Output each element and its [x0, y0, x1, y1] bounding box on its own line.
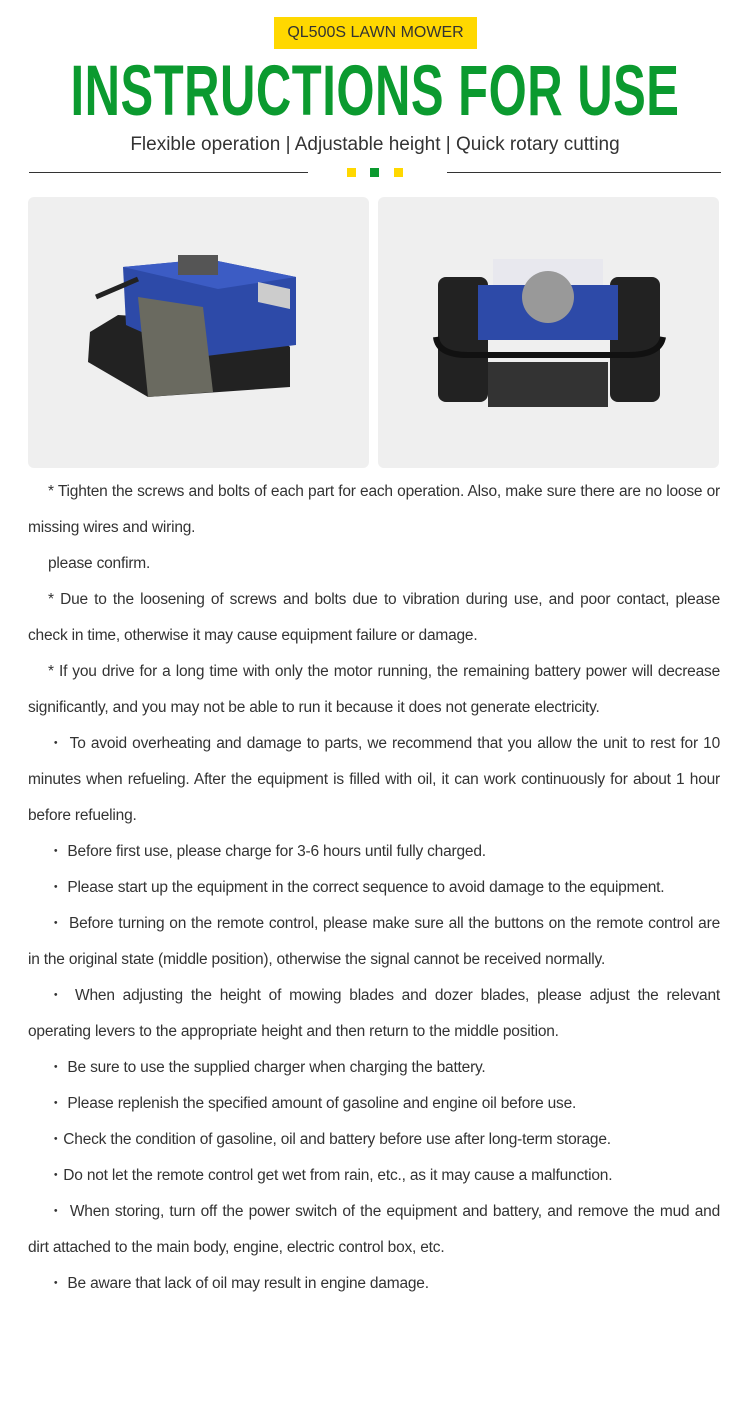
instruction-item: ・Check the condition of gasoline, oil and battery before use after long-term storage. [48, 1131, 611, 1148]
instruction-item: ・ Please start up the equipment in the correct sequence to avoid damage to the equipment. [48, 879, 665, 896]
instruction-item: ・ Be sure to use the supplied charger when charging the battery. [48, 1059, 486, 1076]
instruction-item: ・ When adjusting the height of mowing blades and dozer blades, please adjust the relevant operating levers to the appropriate height and then return to the middle position. [28, 987, 720, 1040]
instructions-list [28, 474, 720, 1302]
instruction-item: ・Do not let the remote control get wet from rain, etc., as it may cause a malfunction. [48, 1167, 613, 1184]
instruction-item: ・ Before turning on the remote control, please make sure all the buttons on the remote control are in the original state (middle position), otherwise the signal cannot be received normally. [28, 915, 720, 968]
instruction-item: ・ To avoid overheating and damage to parts, we recommend that you allow the unit to rest for 10 minutes when refueling. After the equipment is filled with oil, it can work continuously for about 1 hour before refueling. [28, 735, 720, 824]
yellow-square-icon [394, 168, 403, 177]
mower-side-view-photo [28, 197, 369, 468]
yellow-square-icon [347, 168, 356, 177]
instruction-item: * If you drive for a long time with only the motor running, the remaining battery power will decrease significantly, and you may not be able to run it because it does not generate electricity. [28, 663, 720, 716]
instruction-item: ・ Be aware that lack of oil may result in engine damage. [48, 1275, 429, 1292]
instruction-item: ・ Before first use, please charge for 3-6 hours until fully charged. [48, 843, 486, 860]
instruction-item: please confirm. [48, 555, 151, 572]
instruction-item: ・ Please replenish the specified amount of gasoline and engine oil before use. [48, 1095, 577, 1112]
page-title: INSTRUCTIONS FOR USE [70, 52, 680, 132]
divider-right [447, 172, 721, 173]
product-badge: QL500S LAWN MOWER [274, 17, 477, 49]
instruction-item: ・ When storing, turn off the power switch of the equipment and battery, and remove the mud and dirt attached to the main body, engine, electric control box, etc. [28, 1203, 720, 1256]
instruction-item: * Due to the loosening of screws and bolts due to vibration during use, and poor contact, please check in time, otherwise it may cause equipment failure or damage. [28, 591, 720, 644]
page-subtitle: Flexible operation | Adjustable height | Quick rotary cutting [130, 134, 620, 155]
divider-left [29, 172, 308, 173]
mower-front-view-photo [378, 197, 719, 468]
green-square-icon [370, 168, 379, 177]
instruction-item: * Tighten the screws and bolts of each part for each operation. Also, make sure there are no loose or missing wires and wiring. [28, 483, 720, 536]
